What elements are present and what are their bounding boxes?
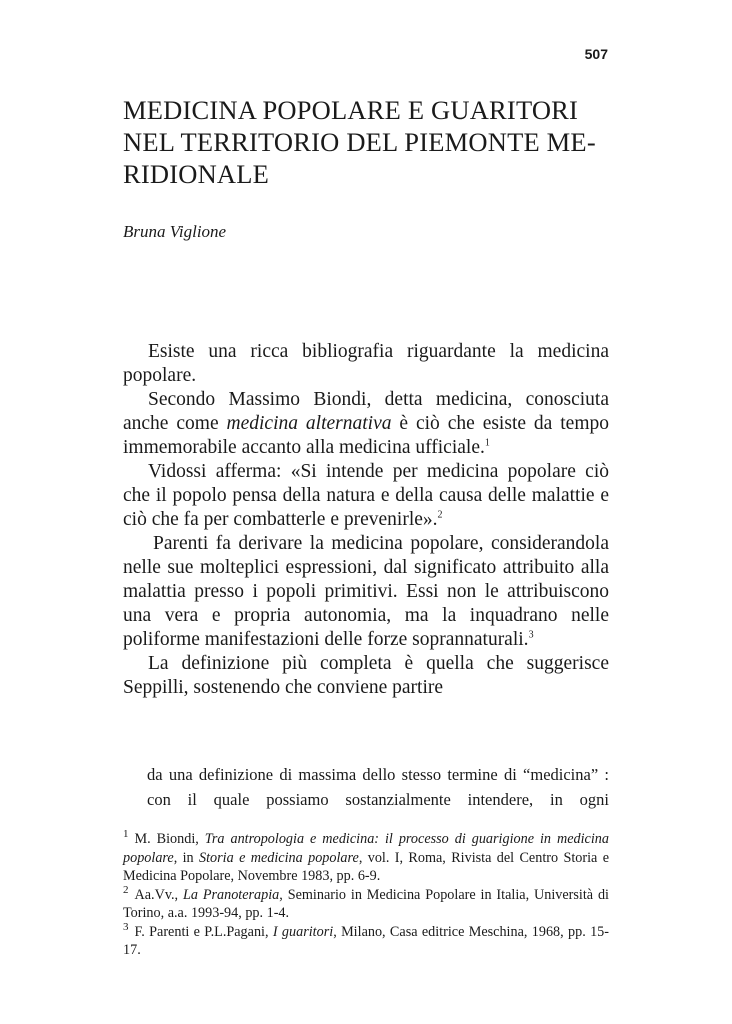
footnote-ref-3[interactable]: 3 <box>528 629 534 641</box>
paragraph-4: Parenti fa derivare la medicina popolare, considerandola nelle sue molteplici espressioni, dal significato attribuito alla malattia presso i popoli primitivi. Essi non le attribuiscono una vera e propria autonomia, ma la inquadrano nelle poliforme manifestazioni delle forze soprannaturali.$^3$ <box>123 533 609 650</box>
quote-text: da una definizione di massima dello stesso termine di “medicina” : con il quale possiamo sostanzialmente intendere, in ogni <box>147 765 609 809</box>
footnote-ref-2[interactable]: 2 <box>437 509 443 521</box>
paragraph-5: La definizione più completa è quella che suggerisce Seppilli, sostenendo che conviene partire <box>123 653 609 698</box>
block-quote <box>147 762 609 812</box>
article-title <box>123 94 596 190</box>
footnote-3: $^3$ F. Parenti e P.L.Pagani, I guaritori, Milano, Casa editrice Meschina, 1968, pp. 15-17. <box>123 920 610 958</box>
footnote-number: 2 <box>123 883 129 896</box>
footnote-number: 1 <box>123 828 129 841</box>
article-body <box>123 340 609 700</box>
title-line-1: MEDICINA POPOLARE E GUARITORI <box>123 95 579 125</box>
paragraph-1: Esiste una ricca bibliografia riguardante la medicina popolare. <box>123 341 609 386</box>
page-number: 507 <box>584 46 608 62</box>
footnotes <box>123 830 609 960</box>
footnote-1: $^1$ M. Biondi, Tra antropologia e medicina: il processo di guarigione in medicina popolare, in Storia e medicina popolare, vol. I, Roma, Rivista del Centro Storia e Medicina Popolare, Novembre 1983, pp. 6-9. <box>123 828 609 884</box>
paragraph-2: Secondo Massimo Biondi, detta medicina, conosciuta anche come medicina alternativa è ciò che esiste da tempo immemorabile accanto alla medicina ufficiale.$^1$ <box>123 389 609 458</box>
author-name: Bruna Viglione <box>123 222 227 241</box>
footnote-ref-1[interactable]: 1 <box>484 437 490 449</box>
paragraph-3: Vidossi afferma: «Si intende per medicina popolare ciò che il popolo pensa della natura e della causa delle malattie e ciò che fa per combatterle e prevenirle».$^2$ <box>123 461 609 530</box>
footnote-2: $^2$ Aa.Vv., La Pranoterapia, Seminario in Medicina Popolare in Italia, Università di Torino, a.a. 1993-94, pp. 1-4. <box>123 883 609 921</box>
title-line-3: RIDIONALE <box>123 159 270 189</box>
emphasis-term: medicina alternativa <box>226 413 392 434</box>
title-line-2: NEL TERRITORIO DEL PIEMONTE ME- <box>123 127 596 157</box>
footnote-number: 3 <box>123 920 129 933</box>
